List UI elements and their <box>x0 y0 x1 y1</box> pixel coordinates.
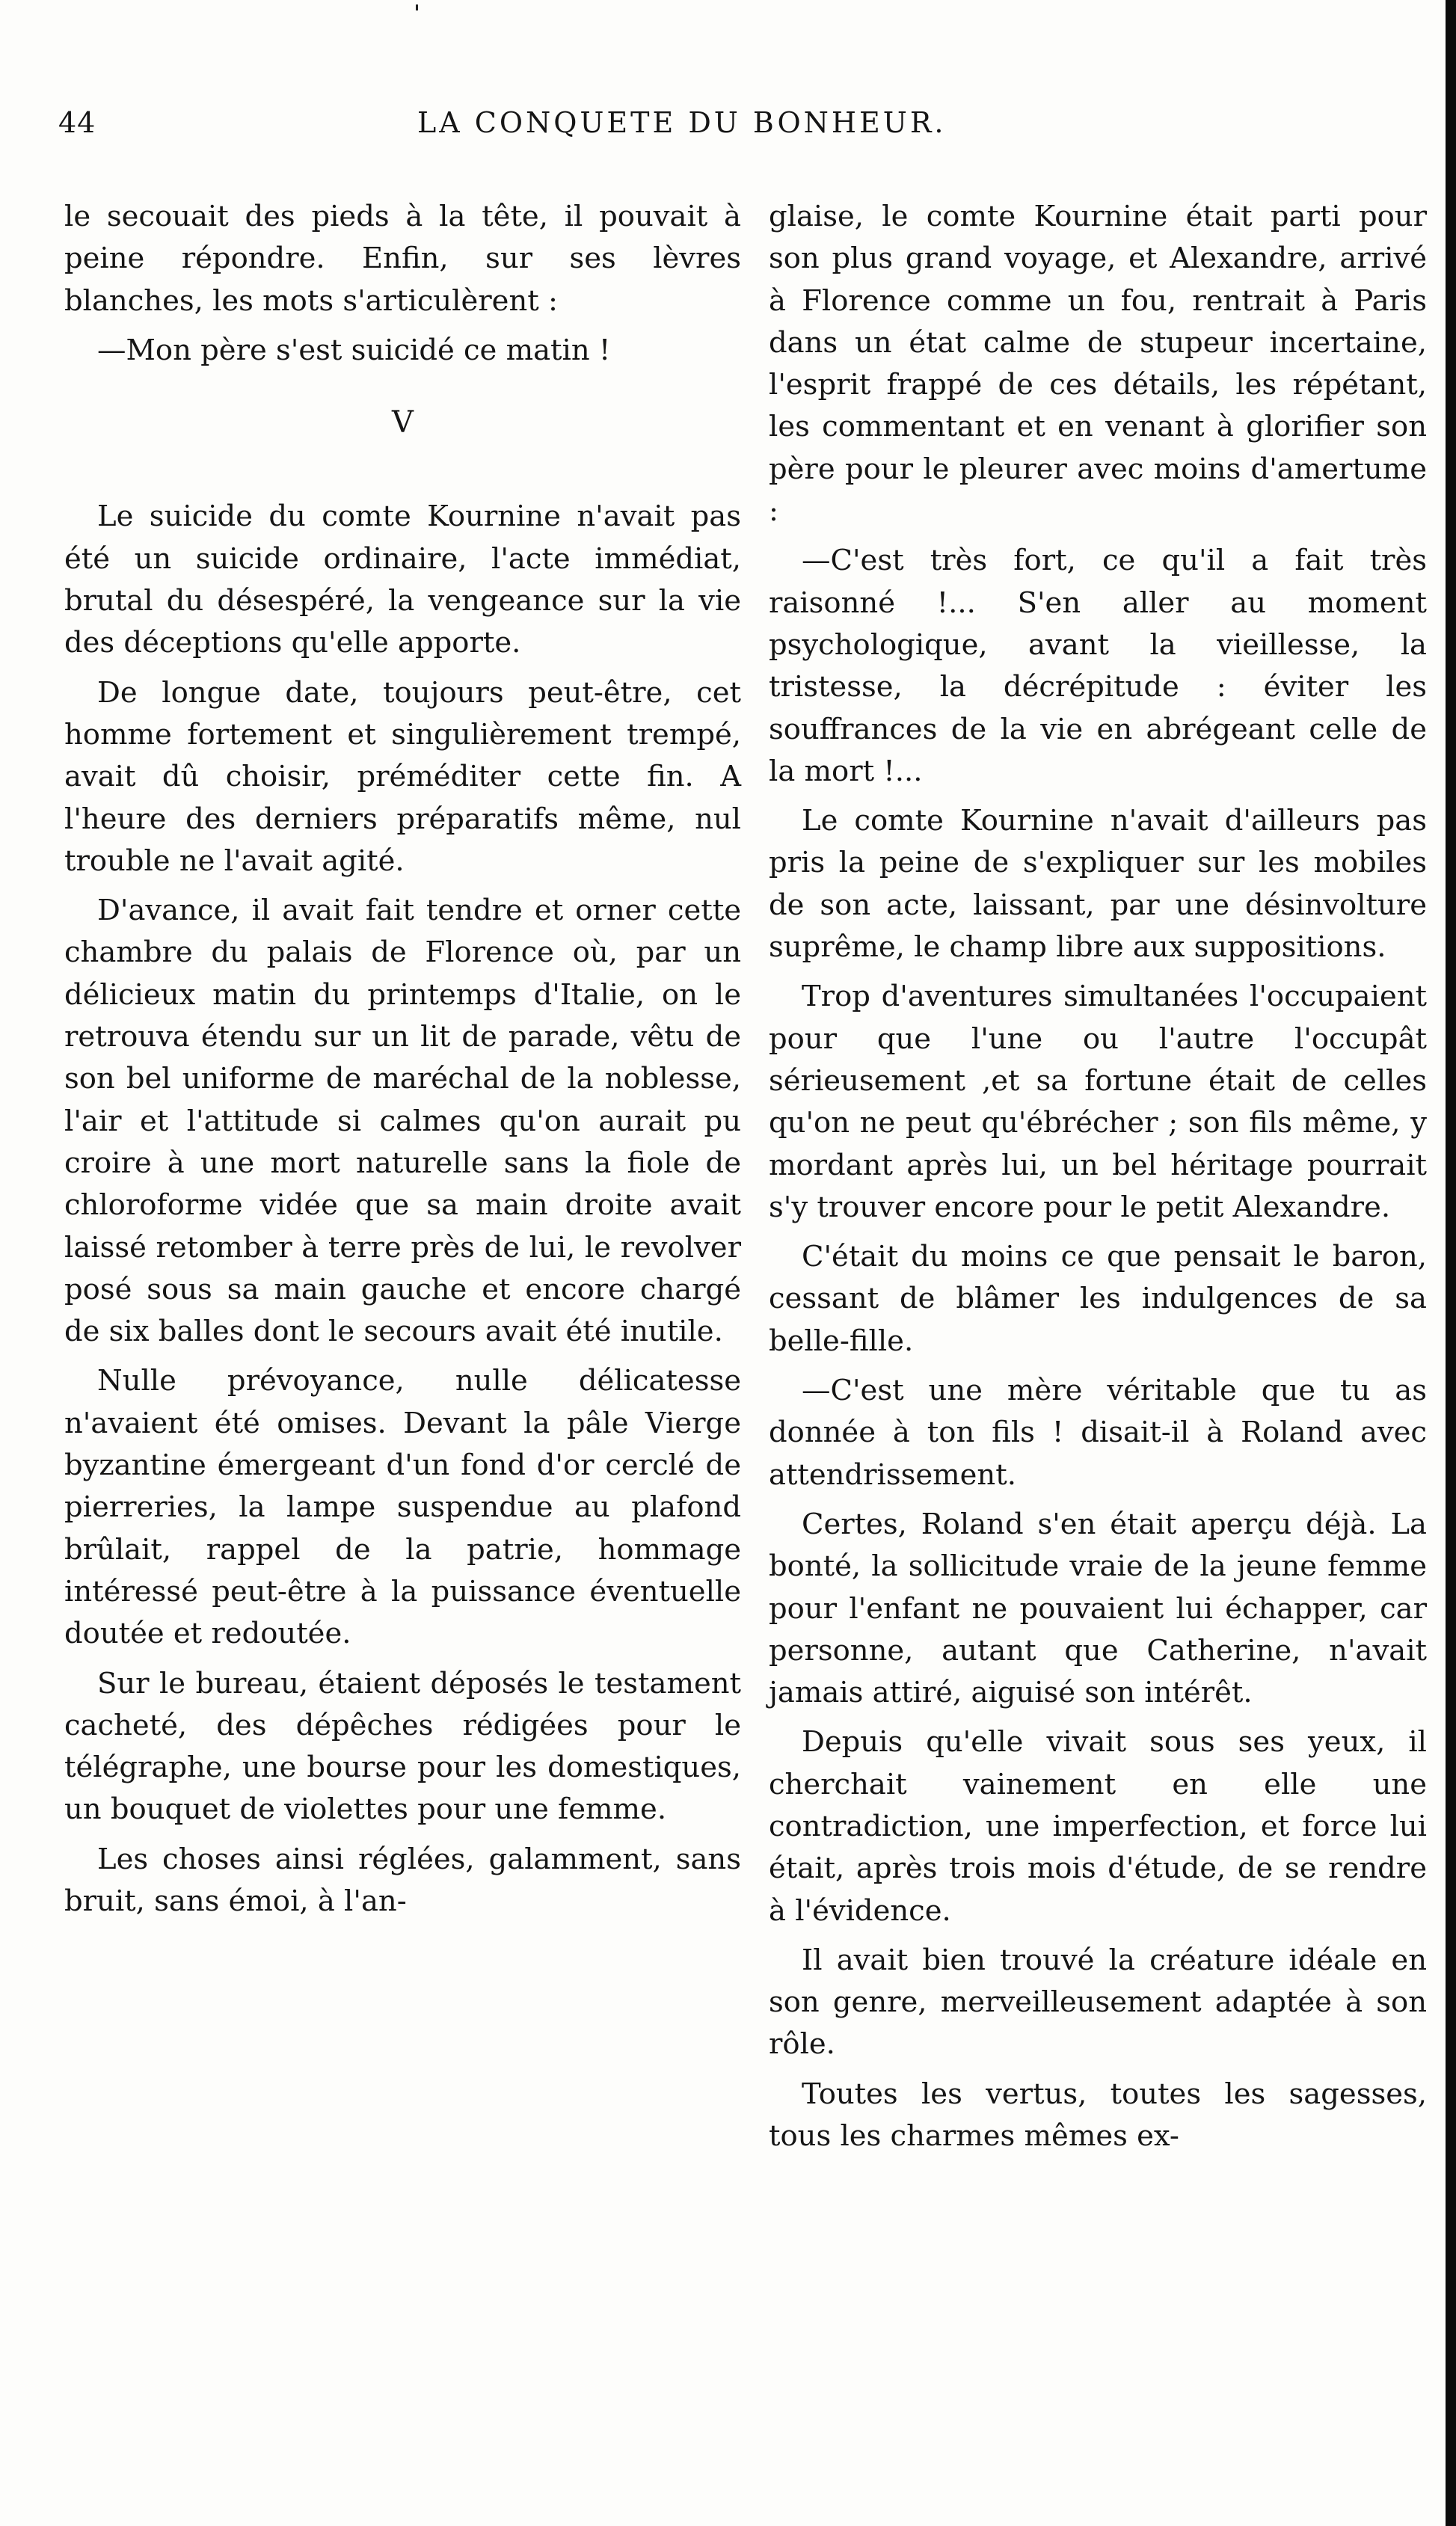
paragraph: —C'est une mère véritable que tu as donnée à ton fils ! disait-il à Roland avec attendrissement. <box>769 1374 1427 1492</box>
paragraph: Il avait bien trouvé la créature idéale en son genre, merveilleusement adaptée à son rôle. <box>769 1943 1427 2062</box>
page-number: 44 <box>58 106 96 139</box>
paragraph: C'était du moins ce que pensait le baron, cessant de blâmer les indulgences de sa belle-fille. <box>769 1240 1427 1358</box>
right-column <box>769 196 1427 2165</box>
paragraph: Les choses ainsi réglées, galamment, sans bruit, sans émoi, à l'an- <box>64 1842 741 1918</box>
paragraph: glaise, le comte Kournine était parti pour son plus grand voyage, et Alexandre, arrivé à Florence comme un fou, rentrait à Paris dans un état calme de stupeur incertaine, l'esprit frappé de ces détails, les répétant, les commentant et en venant à glorifier son père pour le pleurer avec moins d'amertume : <box>769 200 1427 529</box>
paragraph: Le suicide du comte Kournine n'avait pas été un suicide ordinaire, l'acte immédiat, brutal du désespéré, la vengeance sur la vie des déceptions qu'elle apporte. <box>64 500 741 660</box>
page-header <box>58 106 1030 151</box>
paragraph: Trop d'aventures simultanées l'occupaient pour que l'une ou l'autre l'occupât sérieusement ,et sa fortune était de celles qu'on ne peut qu'ébrécher ; son fils même, y mordant après lui, un bel héritage pourrait s'y trouver encore pour le petit Alexandre. <box>769 980 1427 1224</box>
paragraph: De longue date, toujours peut-être, cet homme fortement et singulièrement trempé, avait dû choisir, préméditer cette fin. A l'heure des derniers préparatifs même, nul trouble ne l'avait agité. <box>64 675 741 878</box>
paragraph: Certes, Roland s'en était aperçu déjà. La bonté, la sollicitude vraie de la jeune femme pour l'enfant ne pouvaient lui échapper, car personne, autant que Catherine, n'avait jamais attiré, aiguisé son intérêt. <box>769 1507 1427 1710</box>
paragraph: Le comte Kournine n'avait d'ailleurs pas pris la peine de s'expliquer sur les mobiles de son acte, laissant, par une désinvolture suprême, le champ libre aux suppositions. <box>769 804 1427 965</box>
paragraph: Nulle prévoyance, nulle délicatesse n'avaient été omises. Devant la pâle Vierge byzantine émergeant d'un fond d'or cerclé de pierreries, la lampe suspendue au plafond brûlait, rappel de la patrie, hommage intéressé peut-être à la puissance éventuelle doutée et redoutée. <box>64 1364 741 1651</box>
paragraph: —C'est très fort, ce qu'il a fait très raisonné !... S'en aller au moment psychologique, avant la vieillesse, la tristesse, la décrépitude : éviter les souffrances de la vie en abrégeant celle de la mort !... <box>769 544 1427 788</box>
scan-edge-shadow <box>1446 0 1456 2526</box>
paragraph: Sur le bureau, étaient déposés le testament cacheté, des dépêches rédigées pour le télégraphe, une bourse pour les domestiques, un bouquet de violettes pour une femme. <box>64 1666 741 1827</box>
left-column <box>64 196 741 1930</box>
paragraph: —Mon père s'est suicidé ce matin ! <box>97 333 611 367</box>
paragraph: Toutes les vertus, toutes les sagesses, tous les charmes mêmes ex- <box>769 2077 1427 2154</box>
paragraph: le secouait des pieds à la tête, il pouvait à peine répondre. Enfin, sur ses lèvres blanches, les mots s'articulèrent : <box>64 200 741 318</box>
print-speck <box>416 4 418 10</box>
paragraph: Depuis qu'elle vivait sous ses yeux, il cherchait vainement en elle une contradiction, une imperfection, et force lui était, après trois mois d'étude, de se rendre à l'évidence. <box>769 1725 1427 1928</box>
chapter-section-heading: V <box>392 405 414 440</box>
running-title: LA CONQUETE DU BONHEUR. <box>417 106 947 139</box>
paragraph: D'avance, il avait fait tendre et orner cette chambre du palais de Florence où, par un délicieux matin du printemps d'Italie, on le retrouva étendu sur un lit de parade, vêtu de son bel uniforme de maréchal de la noblesse, l'air et l'attitude si calmes qu'on aurait pu croire à une mort naturelle sans la fiole de chloroforme vidée que sa main droite avait laissé retomber à terre près de lui, le revolver posé sous sa main gauche et encore chargé de six balles dont le secours avait été inutile. <box>64 894 741 1349</box>
